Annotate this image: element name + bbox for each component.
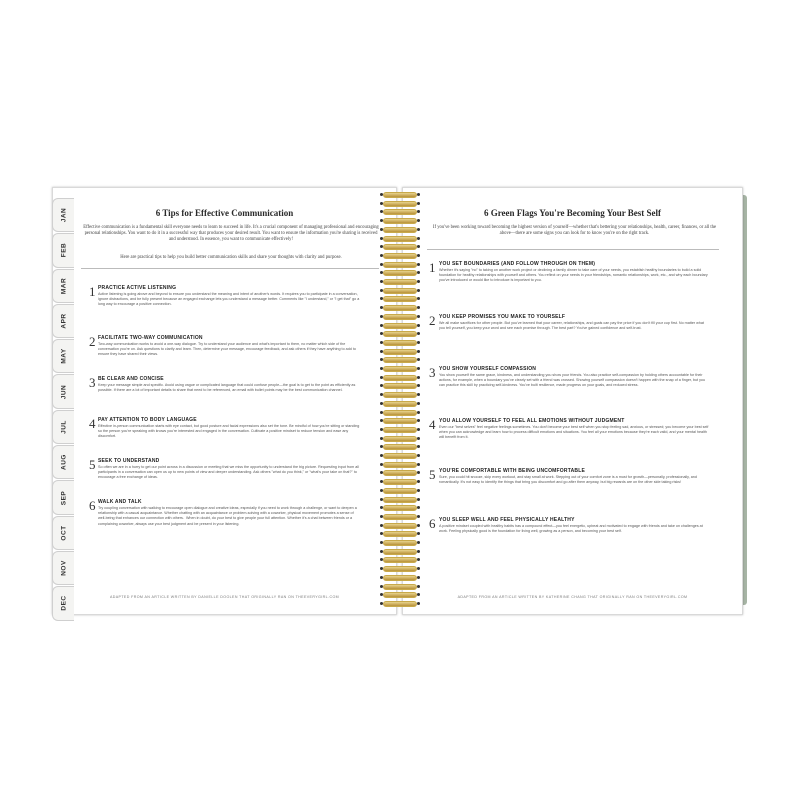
ring-loop	[383, 227, 417, 233]
tip-body: Whether it's saying "no" to taking on another work project or declining a family dinner to take care of your needs, you establish healthy boundaries to build a solid foundation for healthy relationships with yourself and others. You reflect on your needs in your friendships, romantic relationships, work, etc., and why each boundary you've introduced or would like to introduce is important to you.	[439, 268, 708, 283]
ring-loop	[383, 305, 417, 311]
ring-loop	[383, 479, 417, 485]
spiral-ring	[380, 514, 420, 519]
punch-hole	[417, 324, 420, 327]
spiral-ring	[380, 262, 420, 267]
spiral-ring	[380, 357, 420, 362]
tip-number: 4	[429, 417, 436, 432]
ring-loop	[383, 270, 417, 276]
spiral-ring	[380, 531, 420, 536]
spiral-ring	[380, 410, 420, 415]
ring-loop	[383, 392, 417, 398]
punch-hole	[417, 237, 420, 240]
page-title: 6 Green Flags You're Becoming Your Best Self	[483, 208, 662, 218]
tab-nov[interactable]	[52, 551, 74, 585]
ring-loop	[383, 497, 417, 503]
spiral-ring	[380, 253, 420, 258]
punch-hole	[417, 341, 420, 344]
ring-loop	[383, 427, 417, 433]
punch-hole	[417, 471, 420, 474]
tip-number: 1	[89, 284, 96, 299]
punch-hole	[417, 289, 420, 292]
ring-loop	[383, 218, 417, 224]
tip-number: 2	[89, 334, 96, 349]
spiral-ring	[380, 288, 420, 293]
spiral-ring	[380, 314, 420, 319]
ring-loop	[383, 349, 417, 355]
ring-loop	[383, 531, 417, 537]
punch-hole	[417, 602, 420, 605]
ring-loop	[383, 192, 417, 198]
ring-loop	[383, 453, 417, 459]
tip-body: Effective in-person communication starts with eye contact, but good posture and facial expressions also set the tone. Be mindful of how you're sitting or standing so the person you're speaking with knows you're interested and engaged in the conversation. Cultivate a positive mindset to reduce tension and ease any discomfort.	[98, 424, 360, 439]
tip-body: Keep your message simple and specific. Avoid using vague or complicated language that could confuse people—the goal is to get to the point as efficiently as possible. If there are a lot of important details to share that need to be referenced, an email with bullet points may be the best communication channel.	[98, 383, 356, 393]
divider	[81, 268, 379, 269]
tip-number: 3	[89, 375, 96, 390]
spiral-ring	[380, 323, 420, 328]
ring-loop	[383, 601, 417, 607]
punch-hole	[417, 411, 420, 414]
punch-hole	[417, 567, 420, 570]
punch-hole	[417, 306, 420, 309]
spiral-ring	[380, 244, 420, 249]
spiral-ring	[380, 279, 420, 284]
spiral-ring	[380, 523, 420, 528]
footer-credit: ADAPTED FROM AN ARTICLE WRITTEN BY DANIELLE DOOLEN THAT ORIGINALLY RAN ON THEEVERYGIRL.COM	[109, 595, 340, 599]
punch-hole	[417, 376, 420, 379]
tip-body: A positive mindset coupled with healthy habits has a compound effect—you feel energetic, upbeat and motivated to engage with friends and take on challenges at work. Feeling physically good is the foundation for living well, growing as a person, and becoming your best self.	[439, 524, 703, 534]
punch-hole	[417, 428, 420, 431]
tip-3	[429, 366, 719, 406]
ring-loop	[383, 331, 417, 337]
tab-label: SEP	[60, 490, 67, 505]
punch-hole	[417, 463, 420, 466]
punch-hole	[417, 550, 420, 553]
tab-mar[interactable]	[52, 269, 74, 303]
tip-body: We all make sacrifices for other people. But you've learned that your career, relationships, and goals can pay the price if you don't fill your cup first. No matter what you tell yourself, you keep your word and see each promise through. The best part? You've gained confidence and self-trust.	[439, 321, 704, 331]
left-page	[52, 187, 397, 615]
tab-label: DEC	[60, 595, 67, 612]
punch-hole	[417, 524, 420, 527]
tip-heading: PRACTICE ACTIVE LISTENING	[98, 285, 177, 291]
tip-1	[429, 261, 719, 306]
punch-hole	[417, 541, 420, 544]
tab-may[interactable]	[52, 339, 74, 373]
tip-number: 6	[429, 516, 436, 531]
tip-heading: BE CLEAR AND CONCISE	[98, 376, 164, 382]
punch-hole	[417, 532, 420, 535]
spiral-ring	[380, 331, 420, 336]
spiral-ring	[380, 305, 420, 310]
tip-number: 5	[429, 467, 436, 482]
spiral-ring	[380, 453, 420, 458]
ring-loop	[383, 557, 417, 563]
tab-label: FEB	[60, 243, 67, 258]
punch-hole	[417, 202, 420, 205]
ring-loop	[383, 584, 417, 590]
ring-loop	[383, 566, 417, 572]
punch-hole	[417, 367, 420, 370]
tab-label: OCT	[60, 525, 67, 541]
spiral-ring	[380, 418, 420, 423]
tip-heading: YOU SLEEP WELL AND FEEL PHYSICALLY HEALTHY	[439, 517, 575, 523]
ring-loop	[383, 375, 417, 381]
tip-number: 1	[429, 260, 436, 275]
punch-hole	[417, 193, 420, 196]
tip-3	[89, 376, 379, 421]
punch-hole	[417, 445, 420, 448]
tip-body: Try coupling conversation with walking to encourage open dialogue and creative ideas, especially if you need to work through a challenge, or want to deepen a relationship with a casual acquaintance. Whether chatting with an acquaintance or problem-solving with a coworker, physical movement promotes a sense of well-being that enhances our connection with others. When in doubt, do your best to give people your full attention. Whether it's a chat between friends or a complaining coworker, always use your best judgment and be present in your listening.	[98, 506, 357, 526]
tip-number: 4	[89, 416, 96, 431]
ring-loop	[383, 323, 417, 329]
ring-loop	[383, 357, 417, 363]
page-title: 6 Tips for Effective Communication	[155, 208, 294, 218]
tip-heading: WALK AND TALK	[98, 499, 142, 505]
right-page	[402, 187, 743, 615]
tip-heading: YOU SET BOUNDARIES (AND FOLLOW THROUGH ON THEM)	[439, 261, 596, 267]
tab-sep[interactable]	[52, 480, 74, 514]
spiral-ring	[380, 349, 420, 354]
tab-label: JUL	[60, 420, 67, 434]
tab-label: JAN	[60, 207, 67, 223]
ring-loop	[383, 401, 417, 407]
ring-loop	[383, 462, 417, 468]
spiral-ring	[380, 227, 420, 232]
tip-body: So often we are in a hurry to get our point across in a discussion or meeting that we miss the opportunity to understand the big picture. Requesting input from all participants in a conversation can open us up to new points of view and deeper understanding. Ask others "what do you think," or "what's your take on that?" to encourage a free exchange of ideas.	[98, 465, 359, 480]
ring-loop	[383, 470, 417, 476]
ring-loop	[383, 279, 417, 285]
ring-loop	[383, 444, 417, 450]
punch-hole	[417, 271, 420, 274]
spiral-ring	[380, 462, 420, 467]
spiral-ring	[380, 601, 420, 606]
spiral-ring	[380, 366, 420, 371]
tip-4	[429, 418, 719, 458]
ring-loop	[383, 383, 417, 389]
punch-hole	[417, 358, 420, 361]
intro-paragraph: Effective communication is a fundamental skill everyone needs to learn to succeed in life. It's a crucial component of managing professional and encouraging personal relationships. You want to do it in a successful way that produces your desired result. You want to ensure the information you're sharing is received and understood. In essence, you want to communicate effectively!	[83, 225, 379, 243]
punch-hole	[417, 297, 420, 300]
ring-loop	[383, 592, 417, 598]
punch-hole	[417, 228, 420, 231]
punch-hole	[417, 384, 420, 387]
punch-hole	[417, 402, 420, 405]
tab-label: NOV	[60, 560, 67, 576]
ring-loop	[383, 514, 417, 520]
spiral-binding-icon	[380, 188, 420, 613]
spiral-ring	[380, 540, 420, 545]
spiral-ring	[380, 375, 420, 380]
spiral-ring	[380, 505, 420, 510]
tab-dec[interactable]	[52, 586, 74, 620]
punch-hole	[417, 585, 420, 588]
ring-loop	[383, 262, 417, 268]
tab-label: JUN	[60, 384, 67, 399]
tip-heading: YOU SHOW YOURSELF COMPASSION	[439, 366, 537, 372]
ring-loop	[383, 549, 417, 555]
punch-hole	[417, 280, 420, 283]
punch-hole	[417, 210, 420, 213]
spiral-ring	[380, 201, 420, 206]
tip-6	[89, 499, 379, 569]
tab-aug[interactable]	[52, 445, 74, 479]
ring-loop	[383, 288, 417, 294]
punch-hole	[417, 315, 420, 318]
ring-loop	[383, 410, 417, 416]
ring-loop	[383, 523, 417, 529]
tip-number: 5	[89, 457, 96, 472]
punch-hole	[417, 254, 420, 257]
punch-hole	[417, 498, 420, 501]
spiral-ring	[380, 470, 420, 475]
spiral-ring	[380, 296, 420, 301]
tip-1	[89, 285, 379, 335]
tip-heading: YOU KEEP PROMISES YOU MAKE TO YOURSELF	[439, 314, 566, 320]
ring-loop	[383, 575, 417, 581]
tip-6	[429, 517, 719, 557]
punch-hole	[417, 480, 420, 483]
spiral-ring	[380, 575, 420, 580]
tip-heading: SEEK TO UNDERSTAND	[98, 458, 160, 464]
tab-label: MAY	[60, 348, 67, 365]
spiral-ring	[380, 497, 420, 502]
tip-body: You show yourself the same grace, kindness, and understanding you show your friends. You also practice self-compassion by holding others accountable for their actions, for example, when a boundary you've clearly set with a friend was crossed. Showing yourself compassion doesn't happen with the snap of a finger, but you can practice this skill by practicing self-kindness. You've built resilience, made progress on your goals, and reduced stress.	[439, 373, 706, 388]
ring-loop	[383, 540, 417, 546]
punch-hole	[417, 454, 420, 457]
punch-hole	[417, 219, 420, 222]
ring-loop	[383, 296, 417, 302]
spiral-ring	[380, 218, 420, 223]
tab-jan[interactable]	[52, 198, 74, 232]
tip-heading: PAY ATTENTION TO BODY LANGUAGE	[98, 417, 197, 423]
ring-loop	[383, 236, 417, 242]
ring-loop	[383, 366, 417, 372]
spiral-ring	[380, 236, 420, 241]
tip-heading: YOU'RE COMFORTABLE WITH BEING UNCOMFORTABLE	[439, 468, 585, 474]
spiral-ring	[380, 444, 420, 449]
ring-loop	[383, 314, 417, 320]
tab-feb[interactable]	[52, 233, 74, 267]
divider	[427, 249, 719, 250]
spiral-ring	[380, 479, 420, 484]
tip-body: Active listening is going above and beyond to ensure you understand the meaning and intent of another's words. It requires you to participate in a conversation, ignore distractions, and be fully present because an engaged exchange lets you understand a message better. Comments like "I understand," or "I get that" go a long way to encourage a positive connection.	[98, 292, 360, 307]
spiral-ring	[380, 488, 420, 493]
tip-5	[89, 458, 379, 503]
ring-loop	[383, 253, 417, 259]
tip-4	[89, 417, 379, 462]
spiral-ring	[380, 192, 420, 197]
tip-heading: YOU ALLOW YOURSELF TO FEEL ALL EMOTIONS WITHOUT JUDGMENT	[439, 418, 625, 424]
spiral-ring	[380, 436, 420, 441]
ring-loop	[383, 488, 417, 494]
tab-label: MAR	[60, 277, 67, 294]
punch-hole	[417, 332, 420, 335]
tip-number: 2	[429, 313, 436, 328]
spiral-ring	[380, 401, 420, 406]
punch-hole	[417, 245, 420, 248]
tip-heading: FACILITATE TWO-WAY COMMUNICATION	[98, 335, 203, 341]
tip-body: Two-way communication works to avoid a one-way dialogue. Try to understand your audience and what's important to them, no matter which side of the conversation you're on. Ask questions to clarify and learn. Then, determine your message, encourage feedback, and ask others if they have anything to add to ensure they have shared their views.	[98, 342, 356, 357]
punch-hole	[417, 515, 420, 518]
punch-hole	[417, 263, 420, 266]
punch-hole	[417, 350, 420, 353]
tab-oct[interactable]	[52, 516, 74, 550]
intro-paragraph-2: Here are practical tips to help you build better communication skills and share your thoughts with clarity and purpose.	[120, 255, 342, 260]
tip-number: 3	[429, 365, 436, 380]
ring-loop	[383, 201, 417, 207]
footer-credit: ADAPTED FROM AN ARTICLE WRITTEN BY KATHERINE CHANG THAT ORIGINALLY RAN ON THEEVERYGIRL.COM	[457, 595, 688, 599]
spiral-ring	[380, 566, 420, 571]
punch-hole	[417, 558, 420, 561]
punch-hole	[417, 489, 420, 492]
tab-jul[interactable]	[52, 410, 74, 444]
ring-loop	[383, 209, 417, 215]
punch-hole	[417, 393, 420, 396]
spiral-ring	[380, 557, 420, 562]
punch-hole	[417, 506, 420, 509]
tip-2	[429, 314, 719, 354]
intro-paragraph: If you've been working toward becoming the highest version of yourself—whether that's bettering your relationships, health, career, finances, or all the above—there are some signs you can look for to know you're on the right track.	[432, 225, 717, 237]
ring-loop	[383, 505, 417, 511]
tip-number: 6	[89, 498, 96, 513]
spiral-ring	[380, 592, 420, 597]
punch-hole	[417, 593, 420, 596]
spiral-ring	[380, 584, 420, 589]
tab-apr[interactable]	[52, 304, 74, 338]
tab-jun[interactable]	[52, 374, 74, 408]
tab-label: AUG	[60, 454, 67, 471]
ring-loop	[383, 418, 417, 424]
punch-hole	[417, 576, 420, 579]
ring-loop	[383, 436, 417, 442]
spiral-ring	[380, 383, 420, 388]
ring-loop	[383, 340, 417, 346]
punch-hole	[417, 437, 420, 440]
tip-body: Sure, you could hit snooze, skip every workout, and stay small at work. Stepping out of your comfort zone is a must for growth—personally, professionally, and romantically. It's not easy to identify the things that bring you discomfort and go after them anyway, but big rewards are on the other side taking risks!	[439, 475, 697, 485]
spiral-ring	[380, 209, 420, 214]
tip-5	[429, 468, 719, 508]
month-tabs	[52, 198, 74, 622]
tab-label: APR	[60, 313, 67, 329]
spiral-ring	[380, 270, 420, 275]
spiral-ring	[380, 427, 420, 432]
spiral-ring	[380, 549, 420, 554]
spiral-ring	[380, 392, 420, 397]
punch-hole	[417, 419, 420, 422]
spiral-ring	[380, 340, 420, 345]
ring-loop	[383, 244, 417, 250]
tip-body: Even our "best selves" feel negative feelings sometimes. You don't become your best self when you stop feeling sad, anxious, or stressed; you become your best self when you can acknowledge and learn how to process difficult emotions and situations. You feel all your emotions because they're each valid, and your mental health will benefit from it.	[439, 425, 709, 440]
